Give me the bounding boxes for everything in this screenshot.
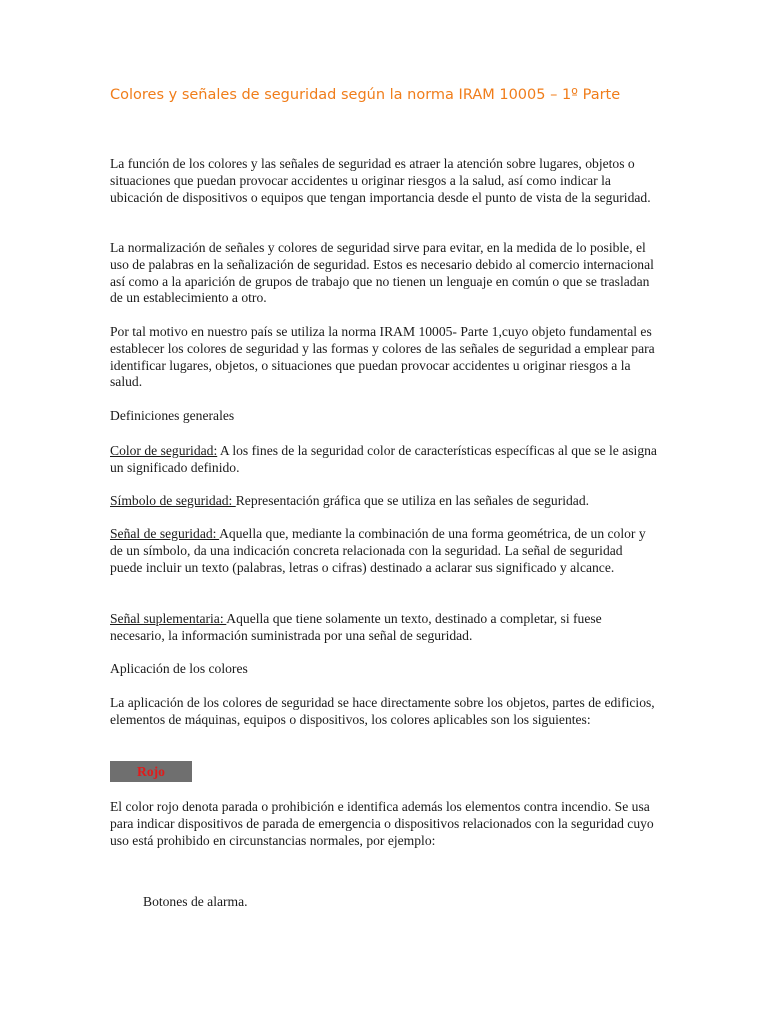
- definition-text: Aquella que tiene solamente un texto, destinado a completar, si fuese necesario, la información suministrada por una señal de seguridad.: [110, 611, 602, 643]
- heading-definitions: Definiciones generales: [110, 408, 235, 423]
- definition-senal-de-seguridad: [110, 526, 658, 576]
- definition-term: Señal de seguridad:: [110, 526, 220, 541]
- definition-simbolo-de-seguridad: [110, 493, 658, 510]
- paragraph-normalization: La normalización de señales y colores de seguridad sirve para evitar, en la medida de lo posible, el uso de palabras en la señalización de seguridad. Estos es necesario debido al comercio internacional así como a la aparición de grupos de trabajo que no tienen un lenguaje en común o que se trasladan de un establecimiento a otro.: [110, 240, 654, 306]
- document-title: Colores y señales de seguridad según la norma IRAM 10005 – 1º Parte: [110, 87, 621, 103]
- paragraph-intro: La función de los colores y las señales de seguridad es atraer la atención sobre lugares, objetos o situaciones que puedan provocar accidentes u originar riesgos a la salud, así como indicar la ubicación de dispositivos o equipos que tengan importancia desde el punto de vista de la seguridad.: [110, 156, 651, 205]
- color-label-rojo: Rojo: [110, 761, 192, 782]
- definition-color-de-seguridad: [110, 443, 658, 477]
- definition-senal-suplementaria: [110, 611, 658, 645]
- definition-term: Símbolo de seguridad:: [110, 493, 236, 508]
- list-item: Botones de alarma.: [143, 894, 248, 909]
- definition-text: A los fines de la seguridad color de características específicas al que se le asigna un significado definido.: [110, 443, 657, 475]
- definition-term: Señal suplementaria:: [110, 611, 227, 626]
- heading-application: Aplicación de los colores: [110, 661, 248, 676]
- paragraph-iram-norm: Por tal motivo en nuestro país se utiliza la norma IRAM 10005- Parte 1,cuyo objeto fundamental es establecer los colores de seguridad y las formas y colores de las señales de seguridad a emplear para identificar lugares, objetos, o situaciones que puedan provocar accidentes u originar riesgos a la salud.: [110, 324, 655, 390]
- definition-text: Aquella que, mediante la combinación de una forma geométrica, de un color y de un símbolo, da una indicación concreta relacionada con la seguridad. La señal de seguridad puede incluir un texto (palabras, letras o cifras) destinado a aclarar sus significado y alcance.: [110, 526, 646, 575]
- definition-term: Color de seguridad:: [110, 443, 218, 458]
- paragraph-application: La aplicación de los colores de seguridad se hace directamente sobre los objetos, partes de edificios, elementos de máquinas, equipos o dispositivos, los colores aplicables son los siguientes:: [110, 695, 655, 727]
- paragraph-red: El color rojo denota parada o prohibición e identifica además los elementos contra incendio. Se usa para indicar dispositivos de parada de emergencia o dispositivos relacionados con la seguridad cuyo uso está prohibido en circunstancias normales, por ejemplo:: [110, 799, 654, 848]
- definition-text: Representación gráfica que se utiliza en las señales de seguridad.: [235, 493, 590, 508]
